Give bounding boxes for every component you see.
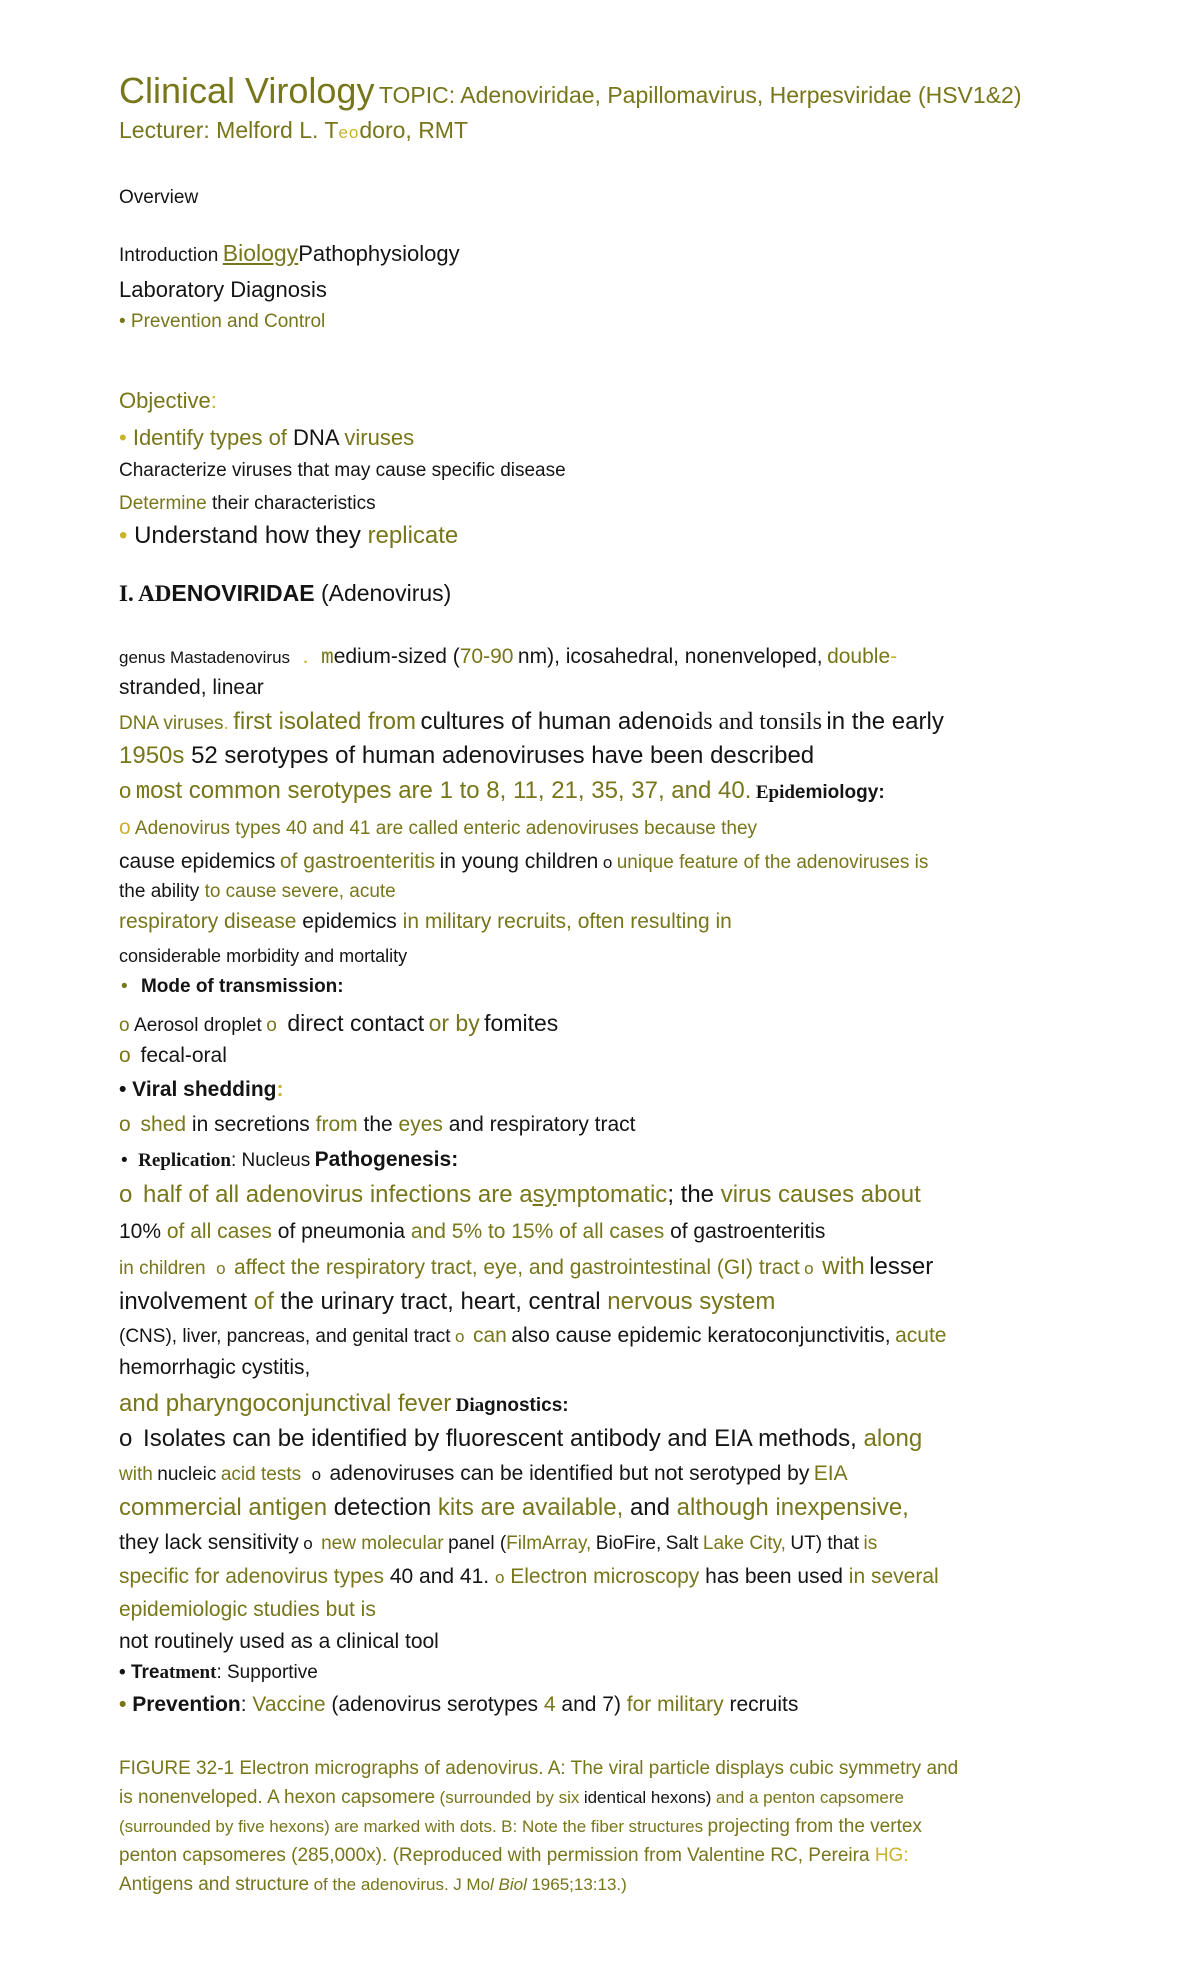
body-line-29: epidemiologic studies but is [119,1598,376,1621]
figure-caption-line-2: is nonenveloped. A hexon capsomere (surrounded by six identical hexons) and a penton capsomere [119,1787,904,1808]
objective-item-4: • Understand how they replicate [119,522,459,549]
figure-caption-line-5: Antigens and structure of the adenovirus. J Mol Biol 1965;13:13.) [119,1874,627,1895]
body-line-16: • Replication: Nucleus Pathogenesis: [121,1148,459,1171]
body-line-32: • Prevention: Vaccine (adenovirus serotypes 4 and 7) for military recruits [119,1693,799,1716]
topic-text: TOPIC: Adenoviridae, Papillomavirus, Herpesviridae (HSV1&2) [378,82,1022,108]
objective-item-3: Determine their characteristics [119,493,376,514]
body-line-6: o Adenovirus types 40 and 41 are called enteric adenoviruses because they [119,816,758,839]
body-line-13: o fecal-oral [119,1044,227,1067]
figure-caption-line-4: penton capsomeres (285,000x). (Reproduced with permission from Valentine RC, Pereira HG: [119,1845,909,1866]
figure-caption-line-1: FIGURE 32-1 Electron micrographs of adenovirus. A: The viral particle displays cubic symmetry and [119,1758,959,1779]
body-line-26: commercial antigen detection kits are available, and although inexpensive, [119,1494,909,1521]
body-line-27: they lack sensitivity o new molecular panel (FilmArray, BioFire, Salt Lake City, UT) that is [119,1531,878,1554]
body-line-15: o shed in secretions from the eyes and respiratory tract [119,1113,636,1136]
overview-heading: Overview [119,187,199,208]
overview-topics-line [119,240,460,267]
body-line-21: (CNS), liver, pancreas, and genital tract o can also cause epidemic keratoconjunctivitis, acute [119,1324,947,1347]
overview-biology: Biology [222,240,299,266]
overview-prevention: • Prevention and Control [119,311,326,332]
body-line-7: cause epidemics of gastroenteritis in young children o unique feature of the adenoviruses is [119,850,929,873]
lecturer-mid: eo [338,123,360,142]
body-line-9: respiratory disease epidemics in military recruits, often resulting in [119,910,732,933]
body-line-31: • Treatment: Supportive [119,1662,318,1683]
figure-caption-line-3: (surrounded by five hexons) are marked with dots. B: Note the fiber structures projecting from the vertex [119,1816,922,1837]
bullet: • [119,425,127,450]
body-line-4: 1950s 52 serotypes of human adenoviruses have been described [119,742,815,769]
bullet: • [119,522,128,549]
lecturer-prefix: Lecturer: Melford L. T [119,117,339,143]
body-line-30: not routinely used as a clinical tool [119,1630,439,1653]
body-line-28: specific for adenovirus types 40 and 41. o Electron microscopy has been used in several [119,1565,939,1588]
objective-item-2: Characterize viruses that may cause specific disease [119,460,566,481]
lecturer-suffix: doro, RMT [359,117,469,143]
body-line-8: the ability to cause severe, acute [119,881,396,902]
objective-heading: Objective [119,388,211,413]
body-line-14: • Viral shedding: [119,1078,284,1101]
body-line-11: • Mode of transmission: [121,976,344,997]
lecturer-line [119,117,468,144]
body-line-19: in children o affect the respiratory tract, eye, and gastrointestinal (GI) tract o with lesser [119,1253,934,1280]
body-line-12: o Aerosol droplet o direct contact or by fomites [119,1010,559,1036]
body-line-5: o most common serotypes are 1 to 8, 11, 21, 35, 37, and 40. Epidemiology: [119,777,885,806]
body-line-2: stranded, linear [119,676,264,699]
body-line-25: with nucleic acid tests o adenoviruses can be identified but not serotyped by EIA [119,1462,848,1485]
body-line-23: and pharyngoconjunctival fever Diagnostics: [119,1390,569,1417]
body-line-18: 10% of all cases of pneumonia and 5% to 15% of all cases of gastroenteritis [119,1220,826,1243]
objective-colon: : [210,388,217,413]
body-line-24: o Isolates can be identified by fluorescent antibody and EIA methods, along [119,1425,923,1452]
body-line-3: DNA viruses. first isolated from cultures of human adenoids and tonsils in the early [119,708,944,735]
objective-item-1: • Identify types of DNA viruses [119,425,415,450]
objective-heading-line [119,388,217,414]
overview-lab: Laboratory Diagnosis [119,277,327,302]
overview-intro: Introduction [119,245,219,266]
body-line-1: genus Mastadenovirus . medium-sized (70-90 nm), icosahedral, nonenveloped, double- [119,643,898,670]
header-line [119,70,1021,112]
overview-patho: Pathophysiology [298,241,460,266]
body-line-10: considerable morbidity and mortality [119,946,408,966]
course-title: Clinical Virology [119,70,375,111]
body-line-22: hemorrhagic cystitis, [119,1356,311,1379]
body-line-17: o half of all adenovirus infections are asymptomatic; the virus causes about [119,1181,921,1208]
body-line-20: involvement of the urinary tract, heart, central nervous system [119,1288,776,1315]
section-heading: I. ADENOVIRIDAE (Adenovirus) [119,580,452,606]
